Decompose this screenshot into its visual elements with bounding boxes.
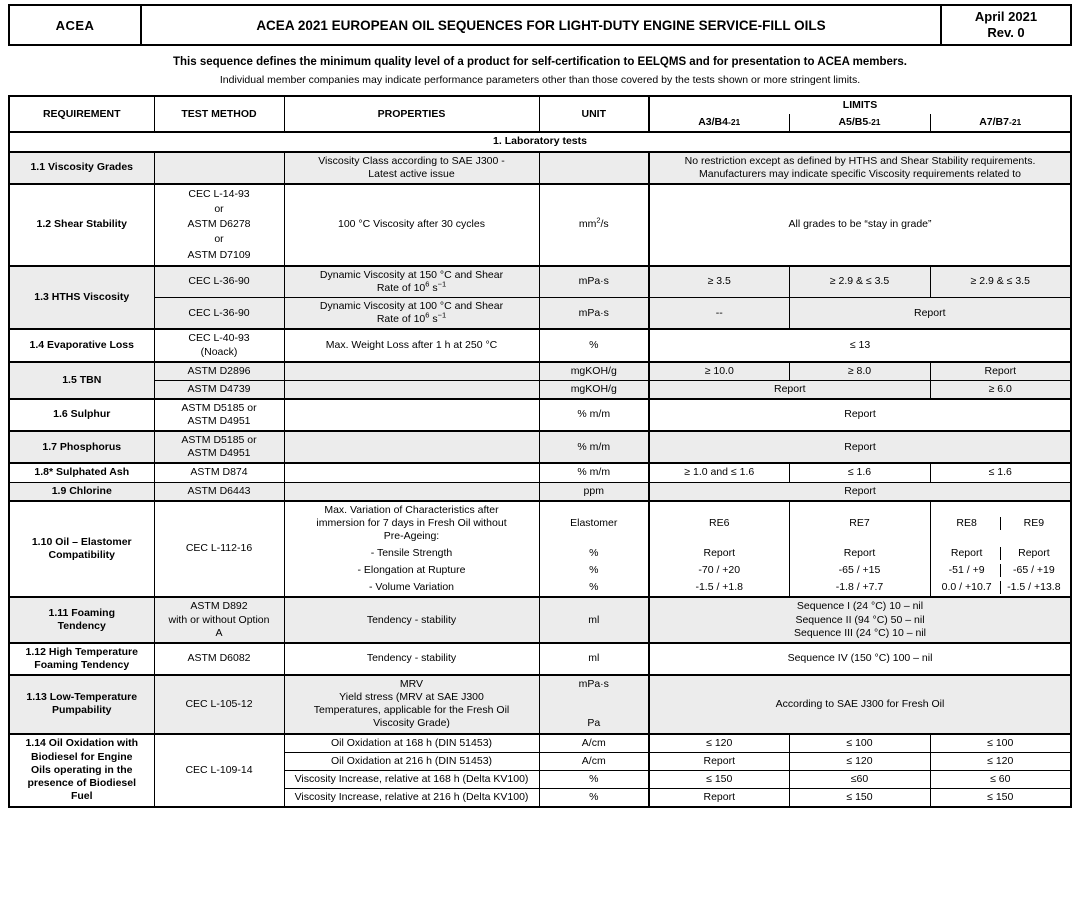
limit-1-14-row-1-a5b5: ≤ 100	[789, 734, 930, 753]
section-heading-laboratory-tests: 1. Laboratory tests	[9, 132, 1071, 151]
col-header-a5b5: A5/B5-21	[789, 114, 930, 132]
requirement-1-13-line-2: Pumpability	[51, 704, 112, 717]
limit-1-8-a7b7: ≤ 1.6	[930, 463, 1071, 482]
table-header-row-1	[9, 96, 1071, 114]
properties-1-14-row-4: Viscosity Increase, relative at 216 h (Delta KV100)	[284, 788, 539, 807]
intro-text	[8, 55, 1072, 87]
elastomer-re8-re9-volume	[930, 579, 1071, 597]
table-row	[9, 675, 1071, 734]
table-row	[9, 266, 1071, 298]
limits-1-4: ≤ 13	[649, 329, 1071, 361]
table-body	[9, 132, 1071, 807]
test-method-1-14: CEC L-109-14	[154, 734, 284, 808]
elastomer-name-re6: RE6	[649, 501, 789, 545]
properties-1-13	[284, 675, 539, 734]
test-method-1-7-line-1: ASTM D5185 or	[181, 434, 257, 447]
properties-1-10-header	[284, 501, 539, 545]
limits-1-13: According to SAE J300 for Fresh Oil	[649, 675, 1071, 734]
properties-1-3a	[284, 266, 539, 298]
test-method-1-2-line-5: ASTM D7109	[187, 248, 251, 261]
elastomer-name-re9: RE9	[1023, 516, 1045, 529]
unit-1-5b: mgKOH/g	[539, 380, 649, 399]
test-method-1-6	[154, 399, 284, 431]
test-method-1-10: CEC L-112-16	[154, 501, 284, 598]
test-method-1-9: ASTM D6443	[154, 482, 284, 501]
unit-1-11: ml	[539, 597, 649, 642]
table-row	[9, 298, 1071, 330]
limit-1-3a-a5b5: ≥ 2.9 & ≤ 3.5	[789, 266, 930, 298]
unit-1-13	[539, 675, 649, 734]
properties-1-3b-line-2: Rate of $10^6$ $s^{-1}$	[376, 310, 447, 326]
elastomer-re8-elongation: -51 / +9	[934, 564, 1001, 577]
properties-1-3a-line-1: Dynamic Viscosity at 150 °C and Shear	[319, 268, 504, 281]
limits-1-11-line-3: Sequence III (24 °C) 10 – nil	[793, 626, 927, 639]
requirement-1-5: 1.5 TBN	[9, 362, 154, 399]
limit-1-3a-a7b7: ≥ 2.9 & ≤ 3.5	[930, 266, 1071, 298]
limit-1-8-a3b4: ≥ 1.0 and ≤ 1.6	[649, 463, 789, 482]
properties-1-7	[284, 431, 539, 463]
requirement-1-10-line-1: 1.10 Oil – Elastomer	[31, 535, 132, 548]
limits-1-11-line-1: Sequence I (24 °C) 10 – nil	[796, 600, 924, 613]
limit-1-14-row-4-a7b7: ≤ 150	[930, 788, 1071, 807]
col-header-limits: LIMITS	[649, 96, 1071, 114]
col-header-a3b4: A3/B4-21	[649, 114, 789, 132]
requirement-1-3: 1.3 HTHS Viscosity	[9, 266, 154, 330]
document-date-block	[942, 6, 1070, 44]
requirement-1-14-line-4: presence of Biodiesel	[27, 776, 137, 789]
oil-sequences-table	[8, 95, 1072, 808]
unit-1-14-row-4: %	[539, 788, 649, 807]
test-method-1-2-line-2: or	[214, 203, 224, 216]
elastomer-name-re7: RE7	[789, 501, 930, 545]
properties-1-6	[284, 399, 539, 431]
unit-1-13-pa: Pa	[587, 717, 601, 730]
limits-1-6: Report	[649, 399, 1071, 431]
test-method-1-5a: ASTM D2896	[154, 362, 284, 381]
page-title: ACEA 2021 EUROPEAN OIL SEQUENCES FOR LIGHT-DUTY ENGINE SERVICE-FILL OILS	[142, 6, 942, 44]
test-method-1-8: ASTM D874	[154, 463, 284, 482]
limit-1-5b-a3b4-a5b5: Report	[649, 380, 930, 399]
elastomer-re9-tensile: Report	[1018, 547, 1050, 560]
properties-1-1	[284, 152, 539, 184]
test-method-1-12: ASTM D6082	[154, 643, 284, 675]
intro-line-2: Individual member companies may indicate performance parameters other than those covered by the tests shown or more stringent limits.	[219, 73, 861, 86]
properties-1-13-line-1: MRV	[399, 678, 424, 691]
test-method-1-3a: CEC L-36-90	[154, 266, 284, 298]
requirement-1-12-line-1: 1.12 High Temperature	[25, 645, 138, 658]
unit-1-9: ppm	[539, 482, 649, 501]
limit-1-5a-a7b7: Report	[930, 362, 1071, 381]
properties-1-13-line-4: Viscosity Grade)	[373, 717, 450, 730]
table-row	[9, 152, 1071, 184]
requirement-1-14-line-1: 1.14 Oil Oxidation with	[25, 737, 139, 750]
unit-1-2: $mm^2/s$	[539, 184, 649, 266]
unit-1-4: %	[539, 329, 649, 361]
limits-1-1-line-1: No restriction except as defined by HTHS and Shear Stability requirements.	[684, 154, 1036, 167]
table-row	[9, 734, 1071, 753]
unit-1-14-row-1: A/cm	[539, 734, 649, 753]
requirement-1-6: 1.6 Sulphur	[9, 399, 154, 431]
table-row	[9, 184, 1071, 266]
limits-1-12: Sequence IV (150 °C) 100 – nil	[649, 643, 1071, 675]
unit-1-5a: mgKOH/g	[539, 362, 649, 381]
properties-1-2: 100 °C Viscosity after 30 cycles	[284, 184, 539, 266]
col-header-requirement: REQUIREMENT	[9, 96, 154, 132]
limit-1-14-row-3-a7b7: ≤ 60	[930, 770, 1071, 788]
requirement-1-13	[9, 675, 154, 734]
limit-1-3b-rest: Report	[789, 298, 1071, 330]
test-method-1-2-line-1: CEC L-14-93	[188, 187, 250, 200]
limit-1-14-row-2-a3b4: Report	[649, 752, 789, 770]
requirement-1-2: 1.2 Shear Stability	[9, 184, 154, 266]
limit-1-3a-a3b4: ≥ 3.5	[649, 266, 789, 298]
test-method-1-11-line-2: with or without Option	[168, 613, 270, 626]
requirement-1-8: 1.8* Sulphated Ash	[9, 463, 154, 482]
test-method-1-4-line-2: (Noack)	[200, 345, 238, 358]
limits-1-2: All grades to be “stay in grade”	[649, 184, 1071, 266]
unit-1-1	[539, 152, 649, 184]
requirement-1-10	[9, 501, 154, 598]
test-method-1-3b: CEC L-36-90	[154, 298, 284, 330]
limit-1-14-row-2-a5b5: ≤ 120	[789, 752, 930, 770]
properties-1-14-row-1: Oil Oxidation at 168 h (DIN 51453)	[284, 734, 539, 753]
limit-1-8-a5b5: ≤ 1.6	[789, 463, 930, 482]
requirement-1-14-line-2: Biodiesel for Engine	[30, 750, 133, 763]
elastomer-re8-tensile: Report	[934, 547, 1001, 560]
test-method-1-11-line-1: ASTM D892	[190, 600, 248, 613]
unit-1-14-row-3: %	[539, 770, 649, 788]
unit-1-10-volume: %	[539, 579, 649, 597]
limits-1-1-line-2: Manufacturers may indicate specific Viscosity requirements related to	[699, 167, 1021, 180]
unit-1-13-mpas: mPa·s	[578, 678, 609, 691]
limit-1-14-row-1-a3b4: ≤ 120	[649, 734, 789, 753]
unit-1-10-tensile: %	[539, 545, 649, 562]
limit-1-3b-a3b4: --	[649, 298, 789, 330]
limit-1-14-row-4-a3b4: Report	[649, 788, 789, 807]
document-page	[0, 4, 1080, 898]
limits-1-9: Report	[649, 482, 1071, 501]
test-method-1-7	[154, 431, 284, 463]
elastomer-name-re8: RE8	[934, 517, 1001, 530]
requirement-1-11	[9, 597, 154, 642]
document-titlebar	[8, 4, 1072, 46]
requirement-1-14-line-5: Fuel	[70, 789, 93, 802]
requirement-1-7: 1.7 Phosphorus	[9, 431, 154, 463]
document-date: April 2021	[974, 8, 1038, 24]
table-header	[9, 96, 1071, 132]
requirement-1-12	[9, 643, 154, 675]
test-method-1-11-line-3: A	[215, 626, 223, 639]
test-method-1-4	[154, 329, 284, 361]
elastomer-re7-tensile: Report	[789, 545, 930, 562]
table-row	[9, 380, 1071, 399]
limit-1-14-row-3-a5b5: ≤60	[789, 770, 930, 788]
limit-1-14-row-1-a7b7: ≤ 100	[930, 734, 1071, 753]
elastomer-names-re8-re9	[930, 501, 1071, 545]
requirement-1-9: 1.9 Chlorine	[9, 482, 154, 501]
properties-1-10-line-1: Max. Variation of Characteristics after	[324, 503, 499, 516]
properties-1-14-row-3: Viscosity Increase, relative at 168 h (Delta KV100)	[284, 770, 539, 788]
elastomer-re6-tensile: Report	[649, 545, 789, 562]
limit-1-5a-a3b4: ≥ 10.0	[649, 362, 789, 381]
properties-1-4: Max. Weight Loss after 1 h at 250 °C	[284, 329, 539, 361]
limits-1-11	[649, 597, 1071, 642]
properties-1-10-tensile: - Tensile Strength	[284, 545, 539, 562]
properties-1-11: Tendency - stability	[284, 597, 539, 642]
test-method-1-4-line-1: CEC L-40-93	[188, 332, 250, 345]
properties-1-14-row-2: Oil Oxidation at 216 h (DIN 51453)	[284, 752, 539, 770]
properties-1-3b-line-1: Dynamic Viscosity at 100 °C and Shear	[319, 300, 504, 313]
table-row	[9, 501, 1071, 545]
requirement-1-10-line-2: Compatibility	[48, 549, 115, 562]
elastomer-re7-elongation: -65 / +15	[789, 562, 930, 579]
elastomer-re9-volume: -1.5 / +13.8	[1007, 581, 1061, 594]
test-method-1-5b: ASTM D4739	[154, 380, 284, 399]
org-name: ACEA	[10, 6, 142, 44]
unit-1-12: ml	[539, 643, 649, 675]
properties-1-13-line-2: Yield stress (MRV at SAE J300	[339, 691, 484, 704]
table-row	[9, 431, 1071, 463]
test-method-1-11	[154, 597, 284, 642]
elastomer-re9-elongation: -65 / +19	[1013, 564, 1055, 577]
properties-1-1-line-2: Latest active issue	[368, 167, 455, 180]
requirement-1-14-line-3: Oils operating in the	[30, 763, 133, 776]
unit-1-10-elastomer: Elastomer	[539, 501, 649, 545]
elastomer-re6-elongation: -70 / +20	[649, 562, 789, 579]
limits-1-7: Report	[649, 431, 1071, 463]
test-method-1-2-line-3: ASTM D6278	[187, 218, 251, 231]
limit-1-5b-a7b7: ≥ 6.0	[930, 380, 1071, 399]
properties-1-5b	[284, 380, 539, 399]
table-row	[9, 463, 1071, 482]
unit-1-8: % m/m	[539, 463, 649, 482]
limits-1-1	[649, 152, 1071, 184]
requirement-1-14	[9, 734, 154, 808]
table-row	[9, 329, 1071, 361]
requirement-1-13-line-1: 1.13 Low-Temperature	[26, 691, 138, 704]
limit-1-14-row-2-a7b7: ≤ 120	[930, 752, 1071, 770]
col-header-unit: UNIT	[539, 96, 649, 132]
col-header-test-method: TEST METHOD	[154, 96, 284, 132]
limit-1-14-row-4-a5b5: ≤ 150	[789, 788, 930, 807]
test-method-1-13: CEC L-105-12	[154, 675, 284, 734]
document-revision: Rev. 0	[987, 25, 1025, 40]
unit-1-3b: mPa·s	[539, 298, 649, 330]
unit-1-6: % m/m	[539, 399, 649, 431]
elastomer-re8-re9-tensile	[930, 545, 1071, 562]
properties-1-12: Tendency - stability	[284, 643, 539, 675]
test-method-1-2	[154, 184, 284, 266]
test-method-1-6-line-1: ASTM D5185 or	[181, 401, 257, 414]
table-row	[9, 362, 1071, 381]
test-method-1-6-line-2: ASTM D4951	[187, 415, 251, 428]
properties-1-3b	[284, 298, 539, 330]
limit-1-5a-a5b5: ≥ 8.0	[789, 362, 930, 381]
requirement-1-11-line-1: 1.11 Foaming	[48, 606, 116, 619]
limits-1-11-line-2: Sequence II (94 °C) 50 – nil	[795, 613, 925, 626]
unit-1-3a: mPa·s	[539, 266, 649, 298]
col-header-a7b7: A7/B7-21	[930, 114, 1071, 132]
requirement-1-4: 1.4 Evaporative Loss	[9, 329, 154, 361]
requirement-1-1: 1.1 Viscosity Grades	[9, 152, 154, 184]
table-row	[9, 399, 1071, 431]
requirement-1-11-line-2: Tendency	[57, 620, 106, 633]
table-row	[9, 597, 1071, 642]
properties-1-10-line-3: Pre-Ageing:	[383, 529, 440, 542]
test-method-1-1	[154, 152, 284, 184]
unit-1-7: % m/m	[539, 431, 649, 463]
col-header-properties: PROPERTIES	[284, 96, 539, 132]
properties-1-8	[284, 463, 539, 482]
properties-1-5a	[284, 362, 539, 381]
table-row	[9, 643, 1071, 675]
properties-1-10-elongation: - Elongation at Rupture	[284, 562, 539, 579]
table-row	[9, 132, 1071, 151]
properties-1-13-line-3: Temperatures, applicable for the Fresh Oil	[313, 704, 510, 717]
elastomer-re6-volume: -1.5 / +1.8	[649, 579, 789, 597]
elastomer-re7-volume: -1.8 / +7.7	[789, 579, 930, 597]
elastomer-re8-re9-elongation	[930, 562, 1071, 579]
limit-1-14-row-3-a3b4: ≤ 150	[649, 770, 789, 788]
test-method-1-2-line-4: or	[214, 233, 224, 246]
table-row	[9, 482, 1071, 501]
elastomer-re8-volume: 0.0 / +10.7	[934, 581, 1001, 594]
properties-1-3a-line-2: Rate of $10^6$ $s^{-1}$	[376, 279, 447, 295]
intro-line-1: This sequence defines the minimum quality level of a product for self-certification to EELQMS and for presentation to ACEA members.	[173, 56, 907, 68]
unit-1-10-elongation: %	[539, 562, 649, 579]
properties-1-10-line-2: immersion for 7 days in Fresh Oil without	[316, 516, 507, 529]
requirement-1-12-line-2: Foaming Tendency	[34, 658, 130, 671]
properties-1-10-volume: - Volume Variation	[284, 579, 539, 597]
properties-1-9	[284, 482, 539, 501]
test-method-1-7-line-2: ASTM D4951	[187, 447, 251, 460]
unit-1-14-row-2: A/cm	[539, 752, 649, 770]
properties-1-1-line-1: Viscosity Class according to SAE J300 -	[318, 154, 505, 167]
